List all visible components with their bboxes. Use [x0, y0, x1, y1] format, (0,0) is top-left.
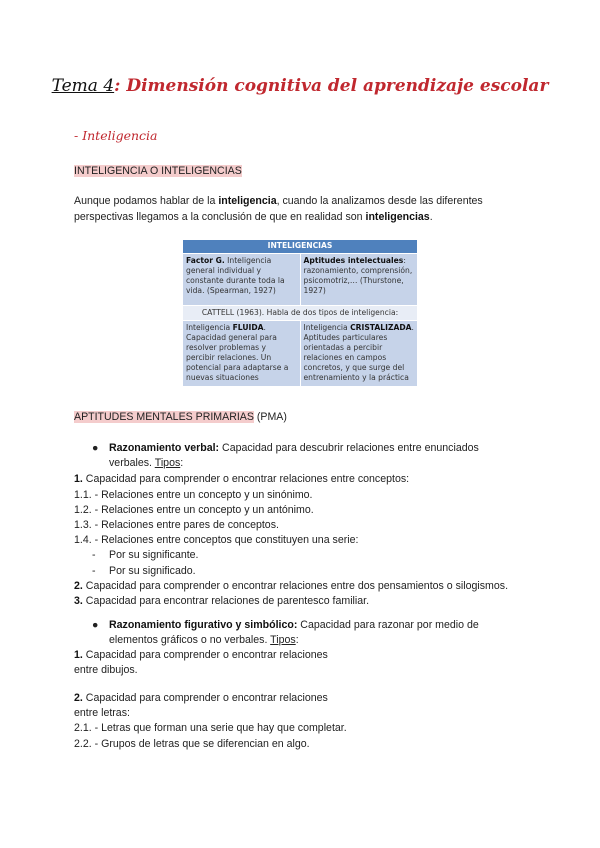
figurativo-type-2-2: 2.2. - Grupos de letras que se diferencian en algo.	[74, 738, 310, 750]
table-cell-fluida: Inteligencia FLUIDA. Capacidad general para resolver problemas y percibir relaciones. Un potencial para adaptarse a nuevas situaciones	[183, 321, 301, 387]
intro-paragraph: Aunque podamos hablar de la inteligencia, cuando la analizamos desde las diferentes perspectivas llegamos a la conclusión de que en realidad son inteligencias.	[74, 195, 483, 223]
figurativo-type-1-cont: entre dibujos.	[74, 664, 138, 676]
table-cell-cattell: CATTELL (1963). Habla de dos tipos de inteligencia:	[183, 306, 418, 321]
figurativo-type-2-cont: entre letras:	[74, 707, 130, 719]
table-header: INTELIGENCIAS	[183, 240, 418, 254]
figurativo-type-2-1: 2.1. - Letras que forman una serie que hay que completar.	[74, 722, 347, 734]
verbal-type-1-2: 1.2. - Relaciones entre un concepto y un antónimo.	[74, 504, 314, 516]
heading-pma: APTITUDES MENTALES PRIMARIAS (PMA)	[74, 411, 287, 423]
bullet-icon: ●	[92, 442, 99, 454]
heading-inteligencias: INTELIGENCIA O INTELIGENCIAS	[74, 165, 242, 177]
table-cell-aptitudes: Aptitudes intelectuales: razonamiento, comprensión, psicomotriz,… (Thurstone, 1927)	[300, 254, 418, 306]
verbal-subitem-significante: - Por su significante.	[92, 549, 199, 561]
verbal-type-1-4: 1.4. - Relaciones entre conceptos que constituyen una serie:	[74, 534, 359, 546]
table-cell-factor-g: Factor G. Inteligencia general individual y constante durante toda la vida. (Spearman, 1927)	[183, 254, 301, 306]
verbal-type-3: 3. Capacidad para encontrar relaciones de parentesco familiar.	[74, 595, 370, 607]
intelligence-table	[182, 239, 418, 387]
verbal-type-1-1: 1.1. - Relaciones entre un concepto y un sinónimo.	[74, 489, 313, 501]
list-item-verbal: ● Razonamiento verbal: Capacidad para descubrir relaciones entre enunciados verbales. Tipos:	[92, 442, 479, 469]
section-subheading: - Inteligencia	[74, 128, 158, 143]
page-title	[0, 76, 600, 96]
list-item-figurativo: ● Razonamiento figurativo y simbólico: Capacidad para razonar por medio de elementos gráficos o no verbales. Tipos:	[92, 619, 479, 646]
verbal-type-1: 1. Capacidad para comprender o encontrar relaciones entre conceptos:	[74, 473, 410, 485]
title-subject: : Dimensión cognitiva del aprendizaje escolar	[114, 76, 549, 96]
verbal-type-2: 2. Capacidad para comprender o encontrar relaciones entre dos pensamientos o silogismos.	[74, 580, 509, 592]
figurativo-type-2: 2. Capacidad para comprender o encontrar relaciones	[74, 692, 328, 704]
figurativo-type-1: 1. Capacidad para comprender o encontrar relaciones	[74, 649, 328, 661]
table-cell-cristalizada: Inteligencia CRISTALIZADA. Aptitudes particulares orientadas a percibir relaciones en campos concretos, y que surge del entrenamiento y la práctica	[300, 321, 418, 387]
title-topic: Tema 4	[51, 76, 115, 96]
verbal-subitem-significado: - Por su significado.	[92, 565, 196, 577]
bullet-icon: ●	[92, 619, 99, 631]
verbal-type-1-3: 1.3. - Relaciones entre pares de conceptos.	[74, 519, 279, 531]
